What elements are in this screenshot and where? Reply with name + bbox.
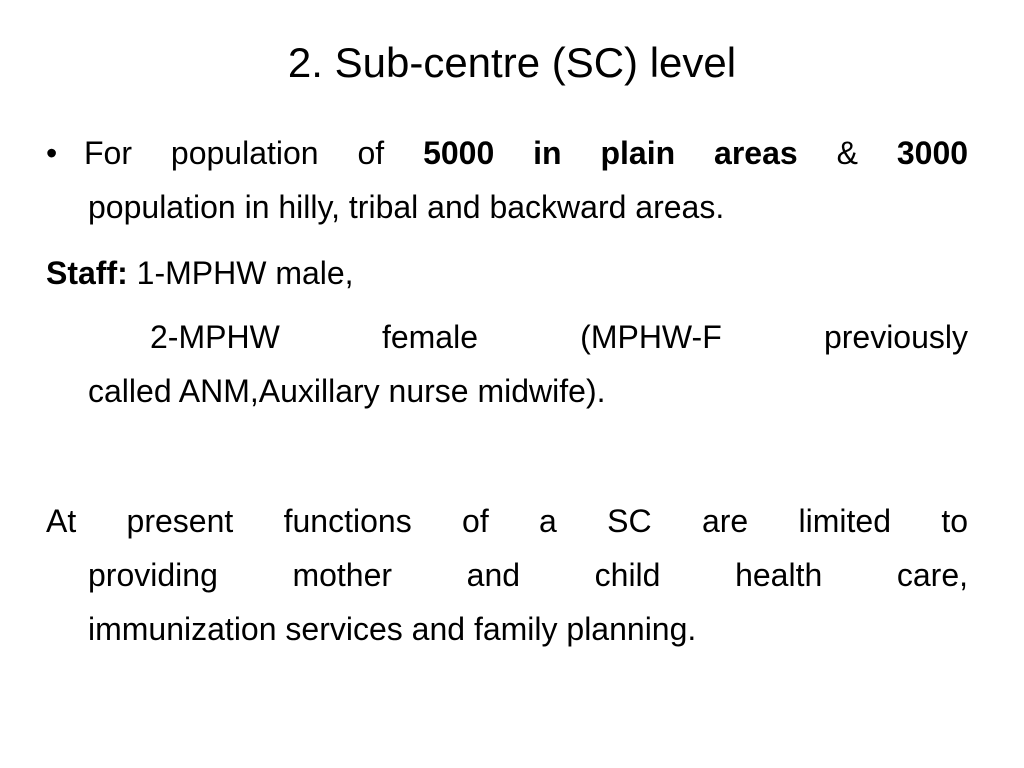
bullet-icon: •	[46, 135, 58, 171]
staff-item-2-line-2: called ANM,Auxillary nurse midwife).	[88, 373, 606, 409]
bullet-paragraph	[46, 126, 968, 234]
bullet-bold-2: 3000	[896, 135, 969, 171]
staff-item-1: 1-MPHW male,	[136, 255, 354, 291]
present-paragraph	[46, 494, 968, 656]
bullet-line-1	[46, 126, 968, 180]
staff-item-2	[46, 310, 968, 418]
bullet-bold-1: 5000 in plain areas	[423, 135, 798, 171]
bullet-text-2: &	[836, 135, 858, 171]
present-line-3: immunization services and family planning.	[88, 611, 697, 647]
staff-label: Staff:	[46, 255, 128, 291]
present-line-1: At present functions of a SC are limited to	[46, 503, 968, 539]
present-line-2: providing mother and child health care,	[88, 557, 968, 593]
slide-title: 2. Sub-centre (SC) level	[287, 39, 737, 86]
staff-item-2-line-1: 2-MPHW female (MPHW-F previously	[150, 319, 968, 355]
staff-line	[46, 246, 968, 300]
bullet-text-1: For population of	[84, 135, 385, 171]
bullet-line-2: population in hilly, tribal and backward areas.	[88, 189, 725, 225]
